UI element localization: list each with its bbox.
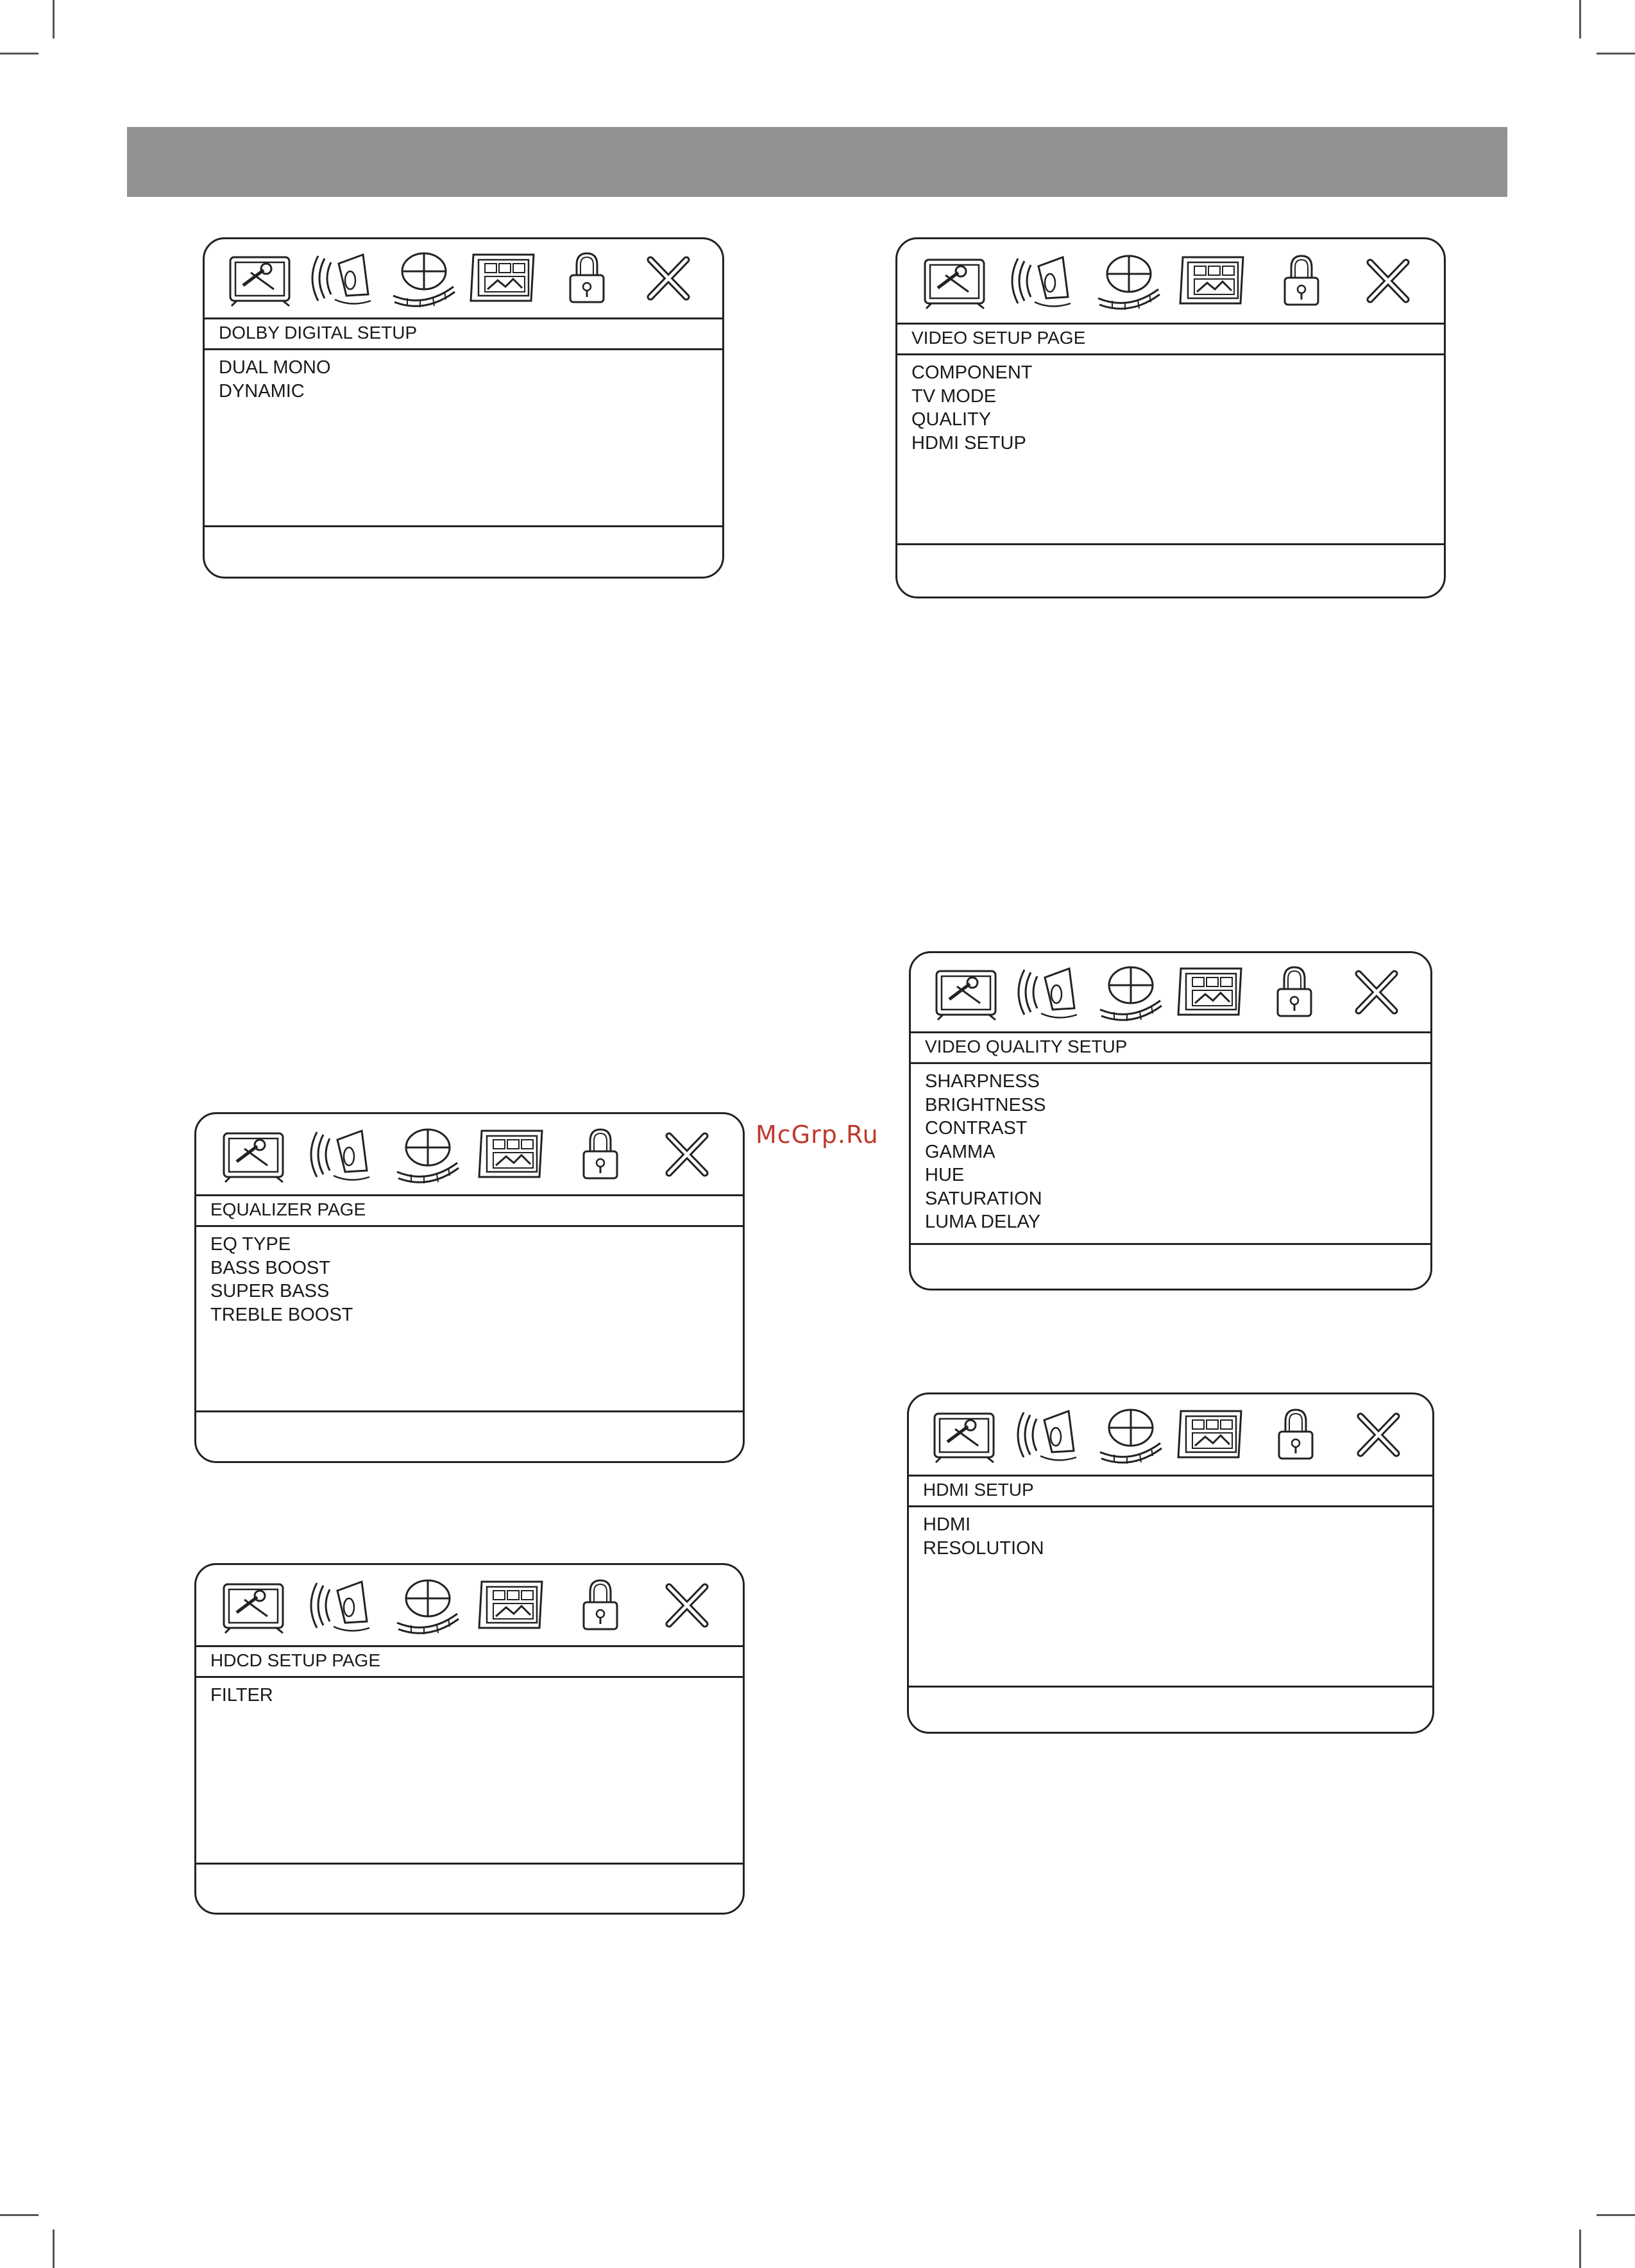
general-setup-icon[interactable] xyxy=(219,1126,288,1183)
menu-item[interactable]: TV MODE xyxy=(911,385,997,407)
menu-item[interactable]: CONTRAST xyxy=(925,1118,1028,1138)
crop-mark xyxy=(1597,2214,1635,2216)
equalizer-menu xyxy=(194,1112,745,1463)
dolby-disc-icon[interactable] xyxy=(1093,252,1162,310)
close-icon[interactable] xyxy=(1352,252,1421,310)
divider xyxy=(196,1225,743,1227)
divider xyxy=(909,1505,1432,1507)
menu-item-list xyxy=(210,1233,353,1326)
menu-item[interactable]: COMPONENT xyxy=(911,362,1033,383)
video-setup-menu xyxy=(895,237,1446,598)
close-icon[interactable] xyxy=(651,1577,720,1634)
dolby-disc-icon[interactable] xyxy=(1095,963,1164,1021)
video-screen-icon[interactable] xyxy=(478,1577,547,1634)
general-setup-icon[interactable] xyxy=(931,963,1001,1021)
menu-item[interactable]: DYNAMIC xyxy=(219,380,305,402)
watermark: McGrp.Ru xyxy=(756,1121,879,1149)
audio-speaker-icon[interactable] xyxy=(305,1577,375,1634)
menu-item-list xyxy=(210,1684,273,1707)
menu-item[interactable]: SHARPNESS xyxy=(925,1071,1040,1092)
audio-speaker-icon[interactable] xyxy=(307,250,376,307)
divider xyxy=(205,317,722,319)
menu-item-list xyxy=(923,1513,1044,1560)
dolby-disc-icon[interactable] xyxy=(1095,1406,1164,1464)
menu-title: VIDEO SETUP PAGE xyxy=(911,328,1086,348)
lock-icon[interactable] xyxy=(564,1577,634,1634)
menu-icon-bar xyxy=(205,239,722,317)
hdcd-setup-menu xyxy=(194,1563,745,1915)
footer-divider xyxy=(205,525,722,527)
video-screen-icon[interactable] xyxy=(1179,252,1248,310)
lock-icon[interactable] xyxy=(551,250,620,307)
divider xyxy=(909,1475,1432,1477)
footer-divider xyxy=(911,1243,1430,1245)
audio-speaker-icon[interactable] xyxy=(305,1126,375,1183)
crop-mark xyxy=(53,2230,55,2268)
menu-item-list xyxy=(925,1070,1046,1234)
crop-mark xyxy=(0,53,38,55)
close-icon[interactable] xyxy=(632,250,702,307)
menu-title: DOLBY DIGITAL SETUP xyxy=(219,323,418,343)
divider xyxy=(897,323,1444,325)
lock-icon[interactable] xyxy=(1258,963,1328,1021)
footer-divider xyxy=(897,543,1444,545)
crop-mark xyxy=(1597,53,1635,55)
divider xyxy=(911,1031,1430,1033)
divider xyxy=(897,353,1444,355)
divider xyxy=(196,1676,743,1678)
general-setup-icon[interactable] xyxy=(929,1406,999,1464)
menu-item[interactable]: SATURATION xyxy=(925,1188,1042,1209)
close-icon[interactable] xyxy=(1343,1406,1412,1464)
audio-speaker-icon[interactable] xyxy=(1012,1406,1081,1464)
menu-item[interactable]: TREBLE BOOST xyxy=(210,1304,353,1325)
general-setup-icon[interactable] xyxy=(920,252,989,310)
menu-item-list xyxy=(219,356,331,403)
menu-item[interactable]: FILTER xyxy=(210,1685,273,1705)
menu-item[interactable]: EQ TYPE xyxy=(210,1234,291,1255)
menu-item[interactable]: BRIGHTNESS xyxy=(925,1094,1046,1115)
footer-divider xyxy=(196,1863,743,1865)
crop-mark xyxy=(1579,2230,1581,2268)
menu-item[interactable]: HDMI xyxy=(923,1514,971,1535)
divider xyxy=(196,1645,743,1647)
menu-icon-bar xyxy=(911,953,1430,1031)
menu-item[interactable]: HDMI SETUP xyxy=(911,432,1026,453)
general-setup-icon[interactable] xyxy=(219,1577,288,1634)
crop-mark xyxy=(0,2214,38,2216)
divider xyxy=(911,1062,1430,1064)
menu-item-list xyxy=(911,361,1033,455)
audio-speaker-icon[interactable] xyxy=(1013,963,1082,1021)
menu-title: HDCD SETUP PAGE xyxy=(210,1650,381,1670)
close-icon[interactable] xyxy=(651,1126,720,1183)
dolby-disc-icon[interactable] xyxy=(388,250,457,307)
menu-item[interactable]: DUAL MONO xyxy=(219,357,331,378)
audio-speaker-icon[interactable] xyxy=(1006,252,1076,310)
menu-title: EQUALIZER PAGE xyxy=(210,1199,366,1219)
menu-item[interactable]: LUMA DELAY xyxy=(925,1212,1040,1232)
menu-icon-bar xyxy=(196,1114,743,1194)
menu-icon-bar xyxy=(909,1394,1432,1475)
menu-item[interactable]: HUE xyxy=(925,1165,965,1185)
dolby-disc-icon[interactable] xyxy=(392,1577,461,1634)
lock-icon[interactable] xyxy=(564,1126,634,1183)
hdmi-setup-menu xyxy=(907,1392,1434,1734)
divider xyxy=(205,348,722,350)
menu-item[interactable]: RESOLUTION xyxy=(923,1537,1044,1559)
menu-title: VIDEO QUALITY SETUP xyxy=(925,1037,1128,1056)
menu-icon-bar xyxy=(196,1565,743,1645)
divider xyxy=(196,1194,743,1196)
general-setup-icon[interactable] xyxy=(225,250,294,307)
lock-icon[interactable] xyxy=(1266,252,1335,310)
page-header-bar xyxy=(127,127,1507,197)
video-quality-setup-menu xyxy=(909,951,1432,1291)
video-screen-icon[interactable] xyxy=(1177,963,1246,1021)
footer-divider xyxy=(909,1686,1432,1688)
dolby-digital-setup-menu xyxy=(203,237,724,579)
video-screen-icon[interactable] xyxy=(1177,1406,1246,1464)
menu-item[interactable]: SUPER BASS xyxy=(210,1281,330,1301)
video-screen-icon[interactable] xyxy=(470,250,539,307)
dolby-disc-icon[interactable] xyxy=(392,1126,461,1183)
menu-item[interactable]: GAMMA xyxy=(925,1141,995,1162)
menu-title: HDMI SETUP xyxy=(923,1480,1034,1500)
footer-divider xyxy=(196,1410,743,1412)
crop-mark xyxy=(53,0,55,38)
video-screen-icon[interactable] xyxy=(478,1126,547,1183)
menu-item[interactable]: BASS BOOST xyxy=(210,1257,330,1278)
lock-icon[interactable] xyxy=(1260,1406,1329,1464)
close-icon[interactable] xyxy=(1341,963,1410,1021)
menu-item[interactable]: QUALITY xyxy=(911,409,992,430)
crop-mark xyxy=(1579,0,1581,38)
menu-icon-bar xyxy=(897,239,1444,323)
